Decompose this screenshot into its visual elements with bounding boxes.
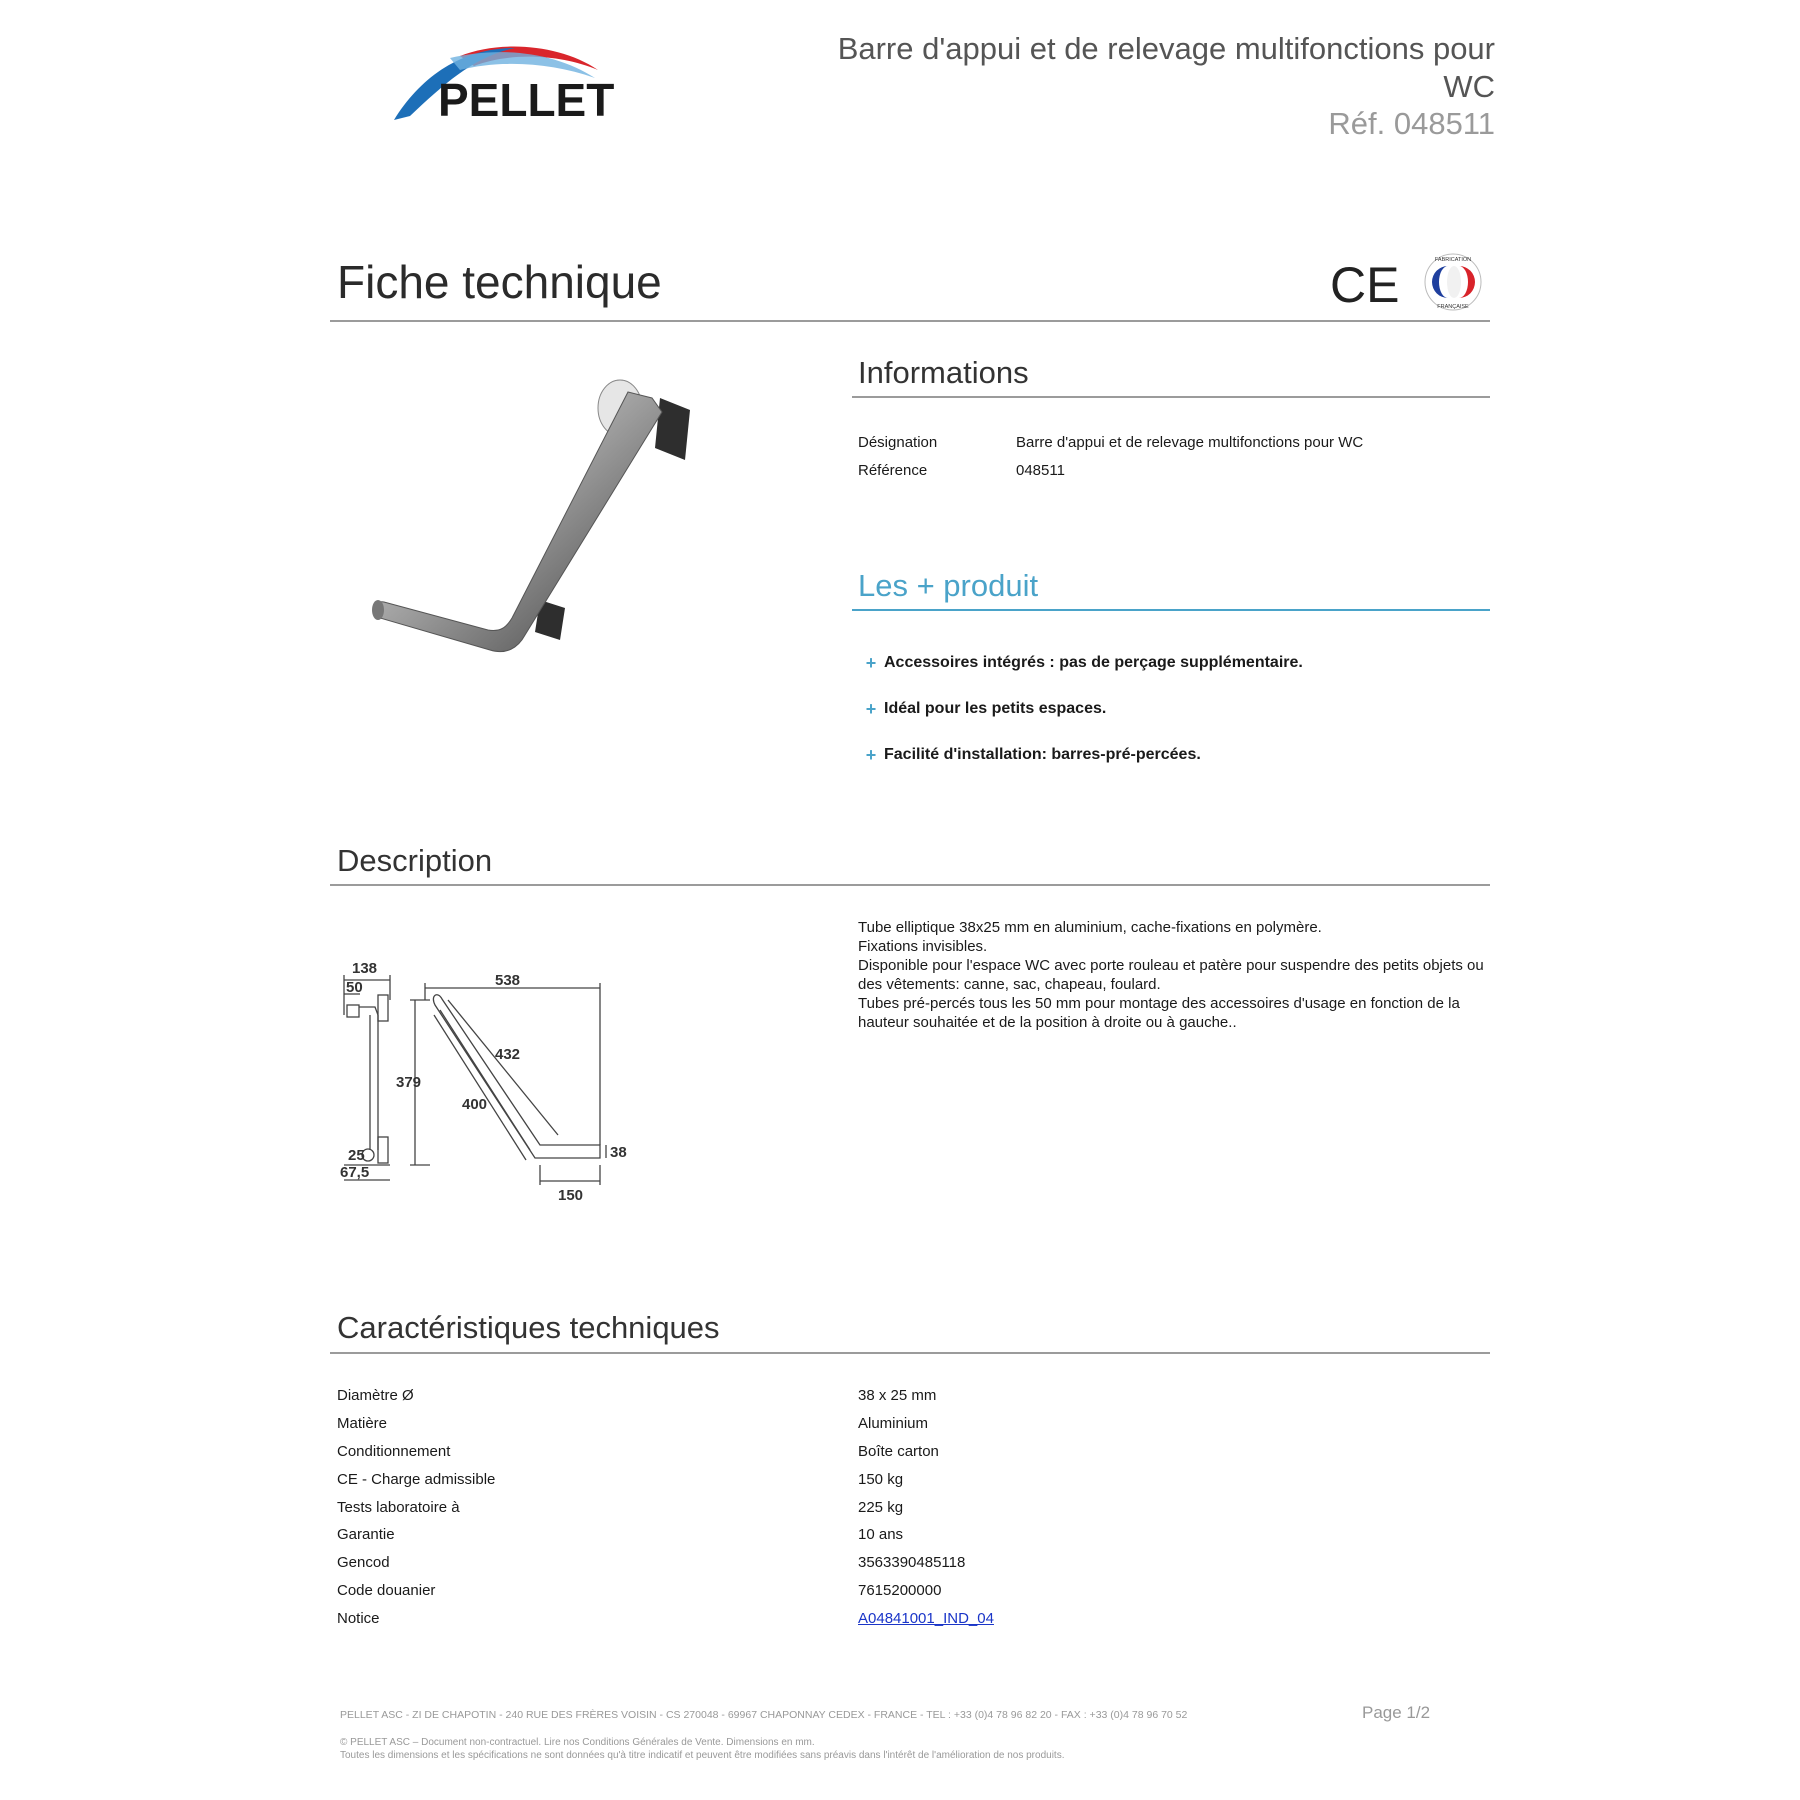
spec-label: Garantie xyxy=(337,1526,395,1544)
plus-icon: + xyxy=(865,652,877,673)
spec-label: Code douanier xyxy=(337,1581,436,1599)
info-label: Désignation xyxy=(858,433,938,451)
plus-item-text: Facilité d'installation: barres-pré-percées. xyxy=(884,746,1201,763)
list-item xyxy=(858,640,1303,686)
list-item xyxy=(858,686,1303,732)
footer-disclaimer xyxy=(340,1736,1064,1762)
spec-value: Boîte carton xyxy=(858,1442,939,1460)
ce-mark-icon: CE xyxy=(1330,257,1400,312)
logo-text: PELLET xyxy=(438,74,615,126)
certification-badges xyxy=(1330,252,1490,312)
info-label: Référence xyxy=(858,461,928,479)
spec-label: Conditionnement xyxy=(337,1442,451,1460)
info-value: Barre d'appui et de relevage multifonctions pour WC xyxy=(1016,433,1364,451)
table-row xyxy=(337,1493,1487,1521)
info-row-designation xyxy=(858,428,1363,456)
spec-label: Diamètre Ø xyxy=(337,1387,414,1405)
page-number: Page 1/2 xyxy=(1362,1703,1431,1722)
spec-label: Gencod xyxy=(337,1554,390,1572)
dim-label: 38 xyxy=(610,1144,627,1161)
spec-value: Aluminium xyxy=(858,1415,929,1433)
fabrication-francaise-icon xyxy=(1425,254,1481,310)
spec-label: CE - Charge admissible xyxy=(337,1470,496,1488)
specs-table xyxy=(337,1382,1487,1632)
spec-value: 38 x 25 mm xyxy=(858,1387,937,1405)
plus-icon: + xyxy=(865,744,877,765)
table-row xyxy=(337,1549,1487,1577)
notice-link[interactable]: A04841001_IND_04 xyxy=(858,1609,994,1627)
spec-value: 10 ans xyxy=(858,1526,904,1544)
page-title: Fiche technique xyxy=(337,256,662,308)
wall-mount-top xyxy=(655,398,690,460)
dim-label: 432 xyxy=(495,1046,521,1063)
dim-label: 379 xyxy=(396,1074,422,1091)
description-line: Fixations invisibles. xyxy=(858,938,988,955)
bar-tube xyxy=(374,392,662,652)
pellet-logo xyxy=(390,38,660,138)
table-row xyxy=(337,1577,1487,1605)
informations-title: Informations xyxy=(858,355,1029,390)
info-row-reference xyxy=(858,456,1363,484)
table-row xyxy=(337,1438,1487,1466)
description-title: Description xyxy=(337,843,493,878)
spec-value: 7615200000 xyxy=(858,1581,942,1599)
product-image xyxy=(360,350,720,690)
dim-label: 50 xyxy=(346,979,363,996)
divider xyxy=(330,884,1490,886)
divider xyxy=(330,1352,1490,1354)
dim-label: 150 xyxy=(558,1187,584,1204)
divider xyxy=(330,320,1490,322)
dimension-diagram xyxy=(330,955,690,1215)
informations-table xyxy=(858,428,1363,484)
plus-produit-list xyxy=(858,640,1303,778)
table-row xyxy=(337,1410,1487,1438)
divider xyxy=(852,396,1490,398)
plus-item-text: Idéal pour les petits espaces. xyxy=(884,700,1107,717)
footer-address: PELLET ASC - ZI DE CHAPOTIN - 240 RUE DES FRÈRES VOISIN - CS 270048 - 69967 CHAPONNAY CEDEX - FRANCE - TEL : +33 (0)4 78 96 82 20 - FAX : +33 (0)4 78 96 70 52 xyxy=(340,1709,1188,1721)
description-line: Disponible pour l'espace WC avec porte rouleau et patère pour suspendre des petits objets ou des vêtements: canne, sac, chapeau, foulard. xyxy=(858,957,1484,993)
description-line: Tube elliptique 38x25 mm en aluminium, cache-fixations en polymère. xyxy=(858,919,1322,936)
plus-icon: + xyxy=(865,698,877,719)
footer-note-line: © PELLET ASC – Document non-contractuel. Lire nos Conditions Générales de Vente. Dimensions en mm. xyxy=(340,1737,815,1748)
description-line: Tubes pré-percés tous les 50 mm pour montage des accessoires d'usage en fonction de la hauteur souhaitée et de la position à droite ou à gauche.. xyxy=(858,995,1460,1031)
dim-label: 25 xyxy=(348,1147,365,1164)
plus-produit-title: Les + produit xyxy=(858,568,1039,603)
header-product-title: Barre d'appui et de relevage multifonctions pour WC xyxy=(837,31,1495,104)
footer-note-line: Toutes les dimensions et les spécifications ne sont données qu'à titre indicatif et peuvent être modifiées sans préavis dans l'intérêt de l'amélioration de nos produits. xyxy=(340,1750,1065,1761)
dim-label: 67,5 xyxy=(340,1164,370,1181)
spec-value: 150 kg xyxy=(858,1470,904,1488)
caracteristiques-title: Caractéristiques techniques xyxy=(337,1310,720,1345)
plus-item-text: Accessoires intégrés : pas de perçage supplémentaire. xyxy=(884,654,1303,671)
france-badge-top: FABRICATION xyxy=(1434,257,1472,263)
dim-label: 400 xyxy=(462,1096,488,1113)
dim-label: 538 xyxy=(495,972,521,989)
table-row xyxy=(337,1382,1487,1410)
divider-blue xyxy=(852,609,1490,611)
table-row xyxy=(337,1465,1487,1493)
spec-label: Matière xyxy=(337,1415,388,1433)
table-row xyxy=(337,1521,1487,1549)
table-row-notice xyxy=(337,1604,1487,1632)
list-item xyxy=(858,732,1303,778)
spec-value: 225 kg xyxy=(858,1498,904,1516)
spec-label: Notice xyxy=(337,1609,380,1627)
info-value: 048511 xyxy=(1016,461,1065,479)
france-badge-bottom: FRANÇAISE xyxy=(1437,304,1469,310)
spec-value: 3563390485118 xyxy=(858,1554,966,1572)
spec-label: Tests laboratoire à xyxy=(337,1498,460,1516)
description-text xyxy=(858,918,1498,1032)
dim-label: 138 xyxy=(352,960,378,977)
bar-end-left xyxy=(372,600,384,620)
header-reference: Réf. 048511 xyxy=(1328,106,1495,141)
